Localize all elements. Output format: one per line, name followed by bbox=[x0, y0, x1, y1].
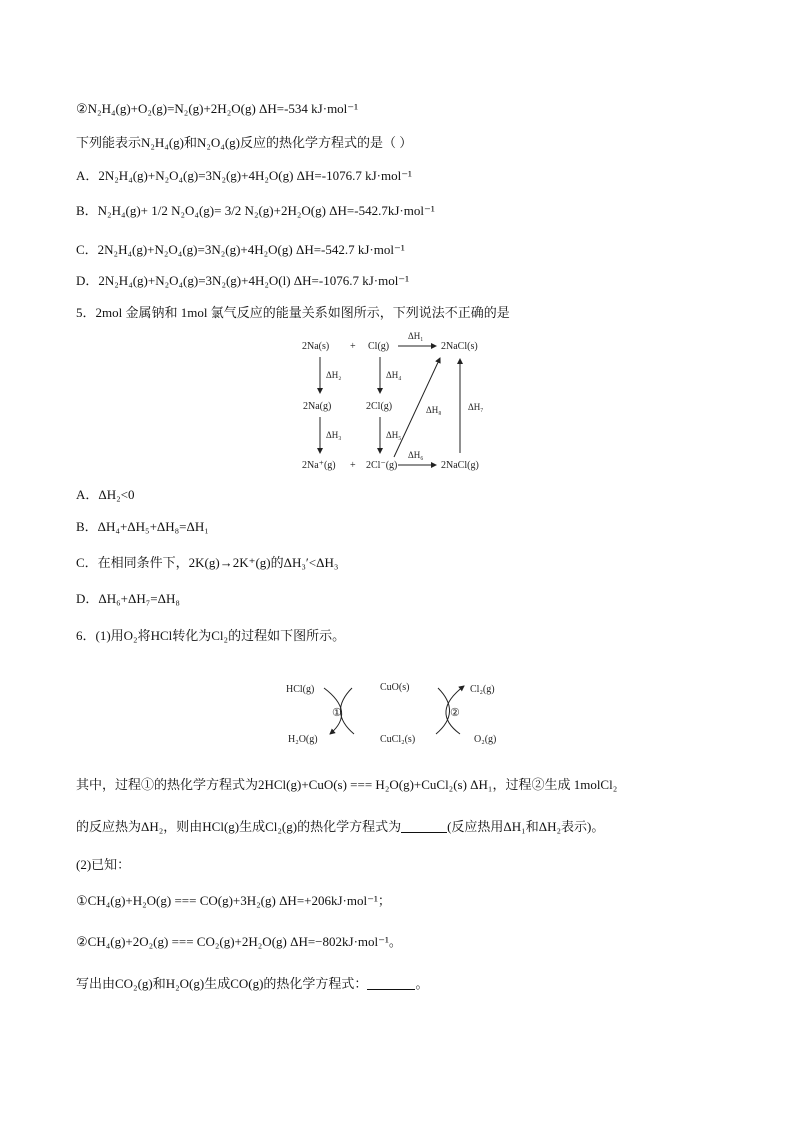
label-cl2: Cl₂(g) bbox=[470, 684, 495, 695]
label-2nacl-g: 2NaCl(g) bbox=[441, 460, 479, 471]
label-dh6: ΔH₆ bbox=[408, 450, 424, 460]
q6-given-1: ①CH₄(g)+H₂O(g) === CO(g)+3H₂(g) ΔH=+206kJ·mol⁻¹； bbox=[76, 893, 391, 908]
q4-stem: 下列能表示N₂H₄(g)和N₂O₄(g)反应的热化学方程式的是（ ） bbox=[76, 135, 413, 150]
q6-part2-title: (2)已知： bbox=[76, 857, 131, 872]
q5-stem: 5．2mol 金属钠和 1mol 氯气反应的能量关系如图所示，下列说法不正确的是 bbox=[76, 305, 510, 320]
q6-ask-post: 。 bbox=[415, 976, 429, 991]
q6-part1-text-b-post: (反应热用ΔH₁和ΔH₂表示)。 bbox=[447, 819, 605, 834]
plus-sign: + bbox=[350, 341, 356, 352]
label-step1: ① bbox=[332, 707, 342, 719]
answer-blank-1[interactable] bbox=[401, 820, 447, 833]
q5-option-d: D．ΔH₆+ΔH₇=ΔH₈ bbox=[76, 591, 180, 606]
label-dh4: ΔH₄ bbox=[386, 370, 402, 380]
label-2nacl-s: 2NaCl(s) bbox=[441, 341, 478, 352]
q6-part1-text-b bbox=[76, 818, 604, 836]
q4-equation-2: ②N₂H₄(g)+O₂(g)=N₂(g)+2H₂O(g) ΔH=-534 kJ·mol⁻¹ bbox=[76, 101, 359, 116]
label-o2: O₂(g) bbox=[474, 734, 497, 745]
q6-part1-text-b-pre: 的反应热为ΔH₂，则由HCl(g)生成Cl₂(g)的热化学方程式为 bbox=[76, 819, 402, 834]
label-step2: ② bbox=[450, 707, 460, 719]
q5-option-c: C．在相同条件下，2K(g)→2K⁺(g)的ΔH₃′<ΔH₃ bbox=[76, 555, 339, 570]
label-cucl2: CuCl₂(s) bbox=[380, 734, 416, 745]
label-2cl-ion: 2Cl⁻(g) bbox=[366, 460, 398, 471]
plus-sign-2: + bbox=[350, 460, 356, 471]
q4-option-c: C．2N₂H₄(g)+N₂O₄(g)=3N₂(g)+4H₂O(g) ΔH=-542.7 kJ·mol⁻¹ bbox=[76, 242, 405, 257]
q4-option-a: A．2N₂H₄(g)+N₂O₄(g)=3N₂(g)+4H₂O(g) ΔH=-1076.7 kJ·mol⁻¹ bbox=[76, 168, 412, 183]
label-dh5: ΔH₅ bbox=[386, 430, 402, 440]
label-2na-ion: 2Na⁺(g) bbox=[302, 460, 336, 471]
label-dh7: ΔH₇ bbox=[468, 402, 484, 412]
label-dh1: ΔH₁ bbox=[408, 331, 424, 341]
q6-ask bbox=[76, 975, 428, 993]
label-dh3: ΔH₃ bbox=[326, 430, 342, 440]
energy-diagram bbox=[290, 325, 530, 475]
q4-option-d: D．2N₂H₄(g)+N₂O₄(g)=3N₂(g)+4H₂O(l) ΔH=-1076.7 kJ·mol⁻¹ bbox=[76, 273, 410, 288]
label-2na-s: 2Na(s) bbox=[302, 341, 330, 352]
label-dh2: ΔH₂ bbox=[326, 370, 342, 380]
q5-option-b: B．ΔH₄+ΔH₅+ΔH₈=ΔH₁ bbox=[76, 519, 209, 534]
answer-blank-2[interactable] bbox=[367, 977, 415, 990]
q6-part1-title: 6．(1)用O₂将HCl转化为Cl₂的过程如下图所示。 bbox=[76, 628, 346, 643]
q6-given-2: ②CH₄(g)+2O₂(g) === CO₂(g)+2H₂O(g) ΔH=−802kJ·mol⁻¹。 bbox=[76, 934, 402, 949]
q6-ask-pre: 写出由CO₂(g)和H₂O(g)生成CO(g)的热化学方程式： bbox=[76, 976, 368, 991]
label-cuo: CuO(s) bbox=[380, 682, 410, 693]
q5-option-a: A．ΔH₂<0 bbox=[76, 487, 135, 502]
label-cl-g: Cl(g) bbox=[368, 341, 390, 352]
label-2na-g: 2Na(g) bbox=[303, 401, 332, 412]
label-h2o: H₂O(g) bbox=[288, 734, 318, 745]
q4-option-b: B．N₂H₄(g)+ 1/2 N₂O₄(g)= 3/2 N₂(g)+2H₂O(g) ΔH=-542.7kJ·mol⁻¹ bbox=[76, 203, 435, 218]
label-hcl: HCl(g) bbox=[286, 684, 315, 695]
hcl-cycle-diagram bbox=[280, 672, 510, 752]
label-dh8: ΔH₈ bbox=[426, 405, 442, 415]
q6-part1-text-a: 其中，过程①的热化学方程式为2HCl(g)+CuO(s) === H₂O(g)+CuCl₂(s) ΔH₁，过程②生成 1molCl₂ bbox=[76, 777, 618, 792]
label-2cl-g: 2Cl(g) bbox=[366, 401, 393, 412]
